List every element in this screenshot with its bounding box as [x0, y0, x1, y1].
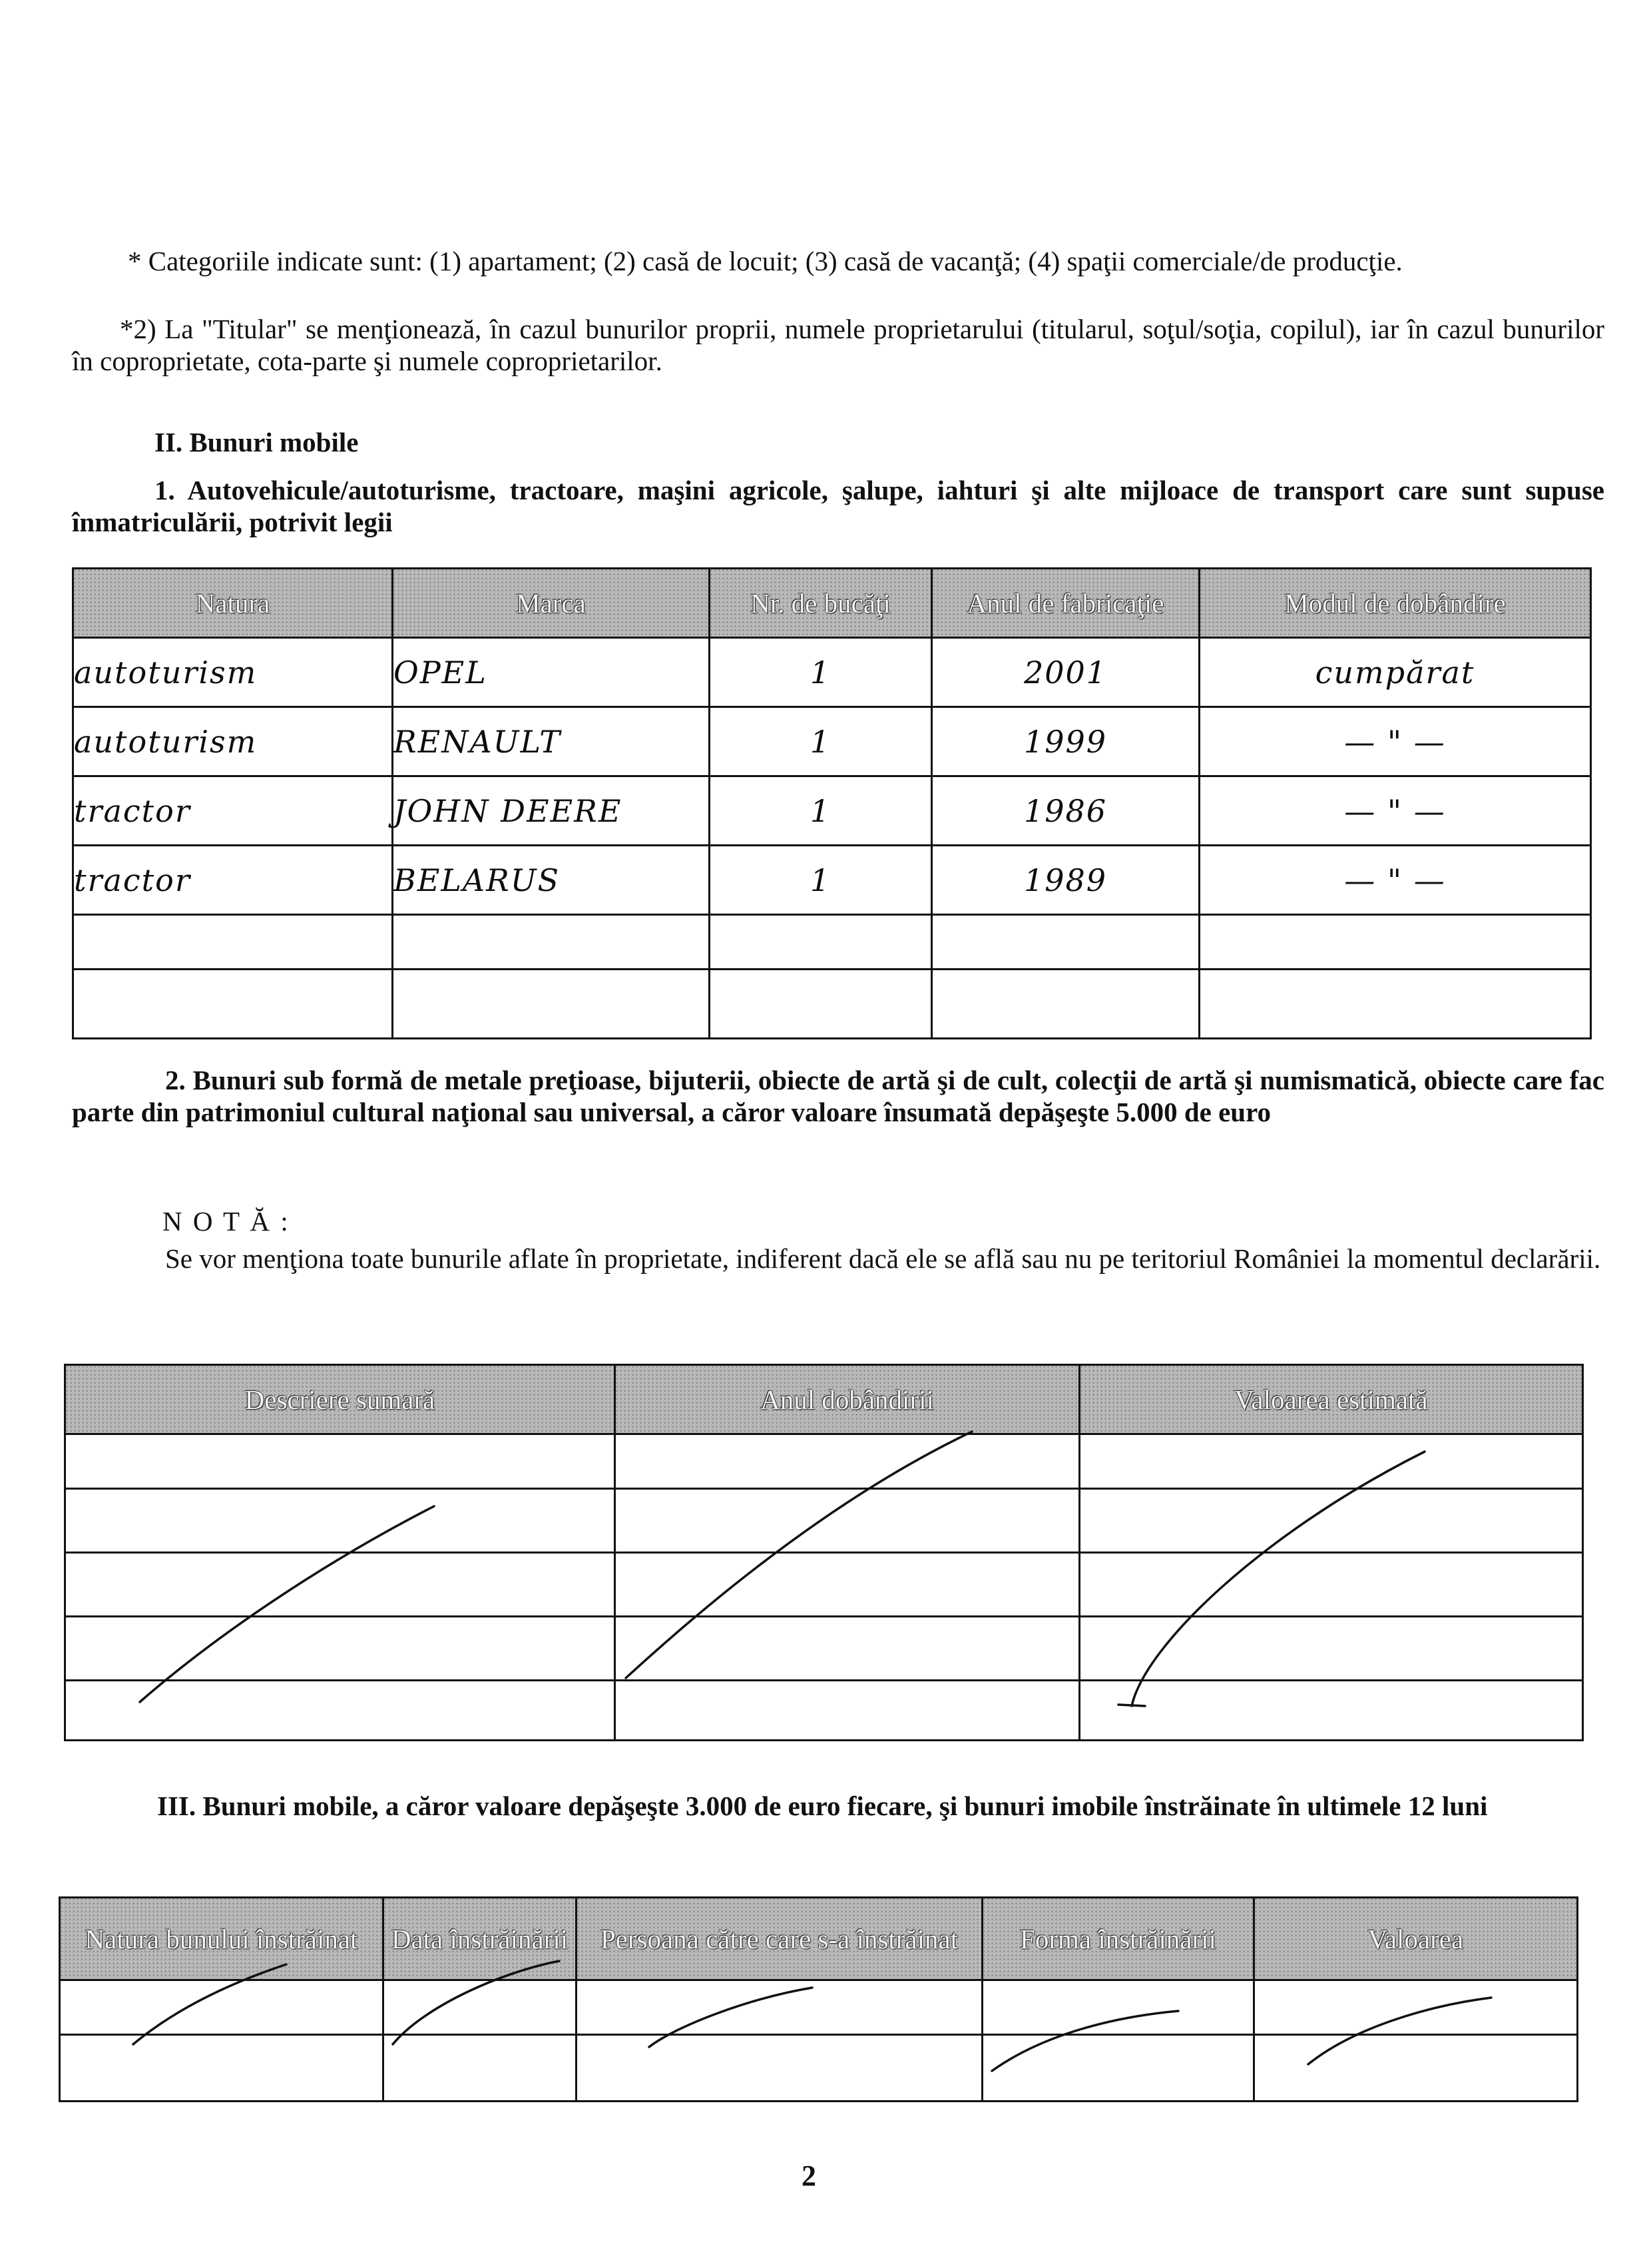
empty-cell [577, 2035, 983, 2102]
section-heading-bunuri-mobile: II. Bunuri mobile [154, 427, 359, 457]
empty-cell [73, 970, 393, 1039]
empty-cell [710, 915, 932, 970]
vehicle-count-cell: 1 [710, 638, 932, 707]
empty-cell [1080, 1617, 1583, 1681]
alienated-section-title: III. Bunuri mobile, a căror valoare depăşeşte 3.000 de euro fiecare, şi bunuri imobile înstrăinate în ultimele 12 luni [157, 1791, 1488, 1821]
empty-cell [65, 1489, 615, 1553]
empty-cell [710, 970, 932, 1039]
col-header-valoarea: Valoarea [1254, 1898, 1578, 1980]
empty-cell [1254, 1980, 1578, 2035]
vehicles-table [72, 567, 1592, 1039]
table-row [73, 846, 1591, 915]
table-row [73, 707, 1591, 776]
footnote-categories: * Categoriile indicate sunt: (1) apartament; (2) casă de locuit; (3) casă de vacanţă; (4) spaţii comerciale/de producţie. [128, 246, 1403, 276]
table-row [73, 970, 1591, 1039]
page-number: 2 [802, 2159, 816, 2192]
empty-cell [615, 1681, 1080, 1741]
vehicle-mode-cell: — " — [1200, 846, 1591, 915]
empty-cell [932, 970, 1200, 1039]
empty-cell [1080, 1434, 1583, 1489]
col-header-descriere: Descriere sumară [65, 1365, 615, 1434]
col-header-anul-dobandirii: Anul dobândirii [615, 1365, 1080, 1434]
empty-cell [983, 1980, 1254, 2035]
vehicle-natura-cell: tractor [73, 776, 393, 846]
vehicle-marca-cell: OPEL [393, 638, 710, 707]
valuables-section-title: 2. Bunuri sub formă de metale preţioase, bijuterii, obiecte de artă şi de cult, colecţii de artă şi numismatică, obiecte care fac parte din patrimoniul cultural naţional sau universal, a căror valoare însumată depăşeşte 5.000 de euro [72, 1065, 1604, 1127]
vehicles-section-title: 1. Autovehicule/autoturisme, tractoare, maşini agricole, şalupe, iahturi şi alte mijloace de transport care sunt supuse înmatriculării, potrivit legii [72, 475, 1604, 537]
empty-cell [60, 2035, 383, 2102]
empty-cell [1254, 2035, 1578, 2102]
empty-cell [983, 2035, 1254, 2102]
empty-cell [932, 915, 1200, 970]
empty-cell [615, 1617, 1080, 1681]
empty-cell [73, 915, 393, 970]
vehicle-year-cell: 1989 [932, 846, 1200, 915]
vehicle-count-cell: 1 [710, 776, 932, 846]
col-header-valoarea-estimata: Valoarea estimată [1080, 1365, 1583, 1434]
table-row [65, 1681, 1583, 1741]
empty-cell [1200, 970, 1591, 1039]
col-header-natura: Natura [73, 569, 393, 638]
empty-cell [65, 1553, 615, 1617]
table-row [65, 1553, 1583, 1617]
vehicle-mode-cell: — " — [1200, 707, 1591, 776]
col-header-data-instrainarii: Data înstrăinării [383, 1898, 577, 1980]
table-row [65, 1489, 1583, 1553]
alienated-table [59, 1896, 1578, 2102]
empty-cell [1200, 915, 1591, 970]
col-header-marca: Marca [393, 569, 710, 638]
vehicle-marca-cell: RENAULT [393, 707, 710, 776]
empty-cell [615, 1489, 1080, 1553]
nota-label: N O T Ă : [162, 1206, 290, 1237]
empty-cell [577, 1980, 983, 2035]
footnote-titular: *2) La "Titular" se menţionează, în cazul bunurilor proprii, numele proprietarului (titularul, soţul/soţia, copilul), iar în cazul bunurilor în coproprietate, cota-parte şi numele coproprietarilor. [72, 314, 1604, 376]
vehicles-table-header [73, 569, 1591, 638]
empty-cell [615, 1553, 1080, 1617]
vehicle-count-cell: 1 [710, 846, 932, 915]
table-row [73, 776, 1591, 846]
valuables-table-header [65, 1365, 1583, 1434]
vehicle-count-cell: 1 [710, 707, 932, 776]
table-row [73, 915, 1591, 970]
col-header-nr-bucati: Nr. de bucăţi [710, 569, 932, 638]
empty-cell [1080, 1489, 1583, 1553]
col-header-natura-bunului: Natura bunului înstrăinat [60, 1898, 383, 1980]
table-row [65, 1617, 1583, 1681]
nota-text: Se vor menţiona toate bunurile aflate în proprietate, indiferent dacă ele se află sau nu pe teritoriul României la momentul declarării. [165, 1243, 1601, 1274]
col-header-persoana: Persoana către care s-a înstrăinat [577, 1898, 983, 1980]
table-row [60, 2035, 1578, 2102]
empty-cell [65, 1434, 615, 1489]
table-row [73, 638, 1591, 707]
col-header-forma-instrainarii: Forma înstrăinării [983, 1898, 1254, 1980]
empty-cell [383, 1980, 577, 2035]
vehicle-year-cell: 1986 [932, 776, 1200, 846]
empty-cell [60, 1980, 383, 2035]
vehicle-year-cell: 1999 [932, 707, 1200, 776]
valuables-table [64, 1364, 1584, 1741]
col-header-anul-fabricatie: Anul de fabricaţie [932, 569, 1200, 638]
empty-cell [1080, 1553, 1583, 1617]
vehicle-natura-cell: autoturism [73, 638, 393, 707]
vehicle-mode-cell: — " — [1200, 776, 1591, 846]
col-header-modul-dobandire: Modul de dobândire [1200, 569, 1591, 638]
vehicle-natura-cell: autoturism [73, 707, 393, 776]
empty-cell [1080, 1681, 1583, 1741]
vehicle-marca-cell: BELARUS [393, 846, 710, 915]
table-row [65, 1434, 1583, 1489]
empty-cell [383, 2035, 577, 2102]
empty-cell [65, 1617, 615, 1681]
empty-cell [393, 970, 710, 1039]
empty-cell [65, 1681, 615, 1741]
empty-cell [615, 1434, 1080, 1489]
vehicle-marca-cell: JOHN DEERE [393, 776, 710, 846]
vehicle-year-cell: 2001 [932, 638, 1200, 707]
vehicle-natura-cell: tractor [73, 846, 393, 915]
table-row [60, 1980, 1578, 2035]
empty-cell [393, 915, 710, 970]
alienated-table-header [60, 1898, 1578, 1980]
vehicle-mode-cell: cumpărat [1200, 638, 1591, 707]
